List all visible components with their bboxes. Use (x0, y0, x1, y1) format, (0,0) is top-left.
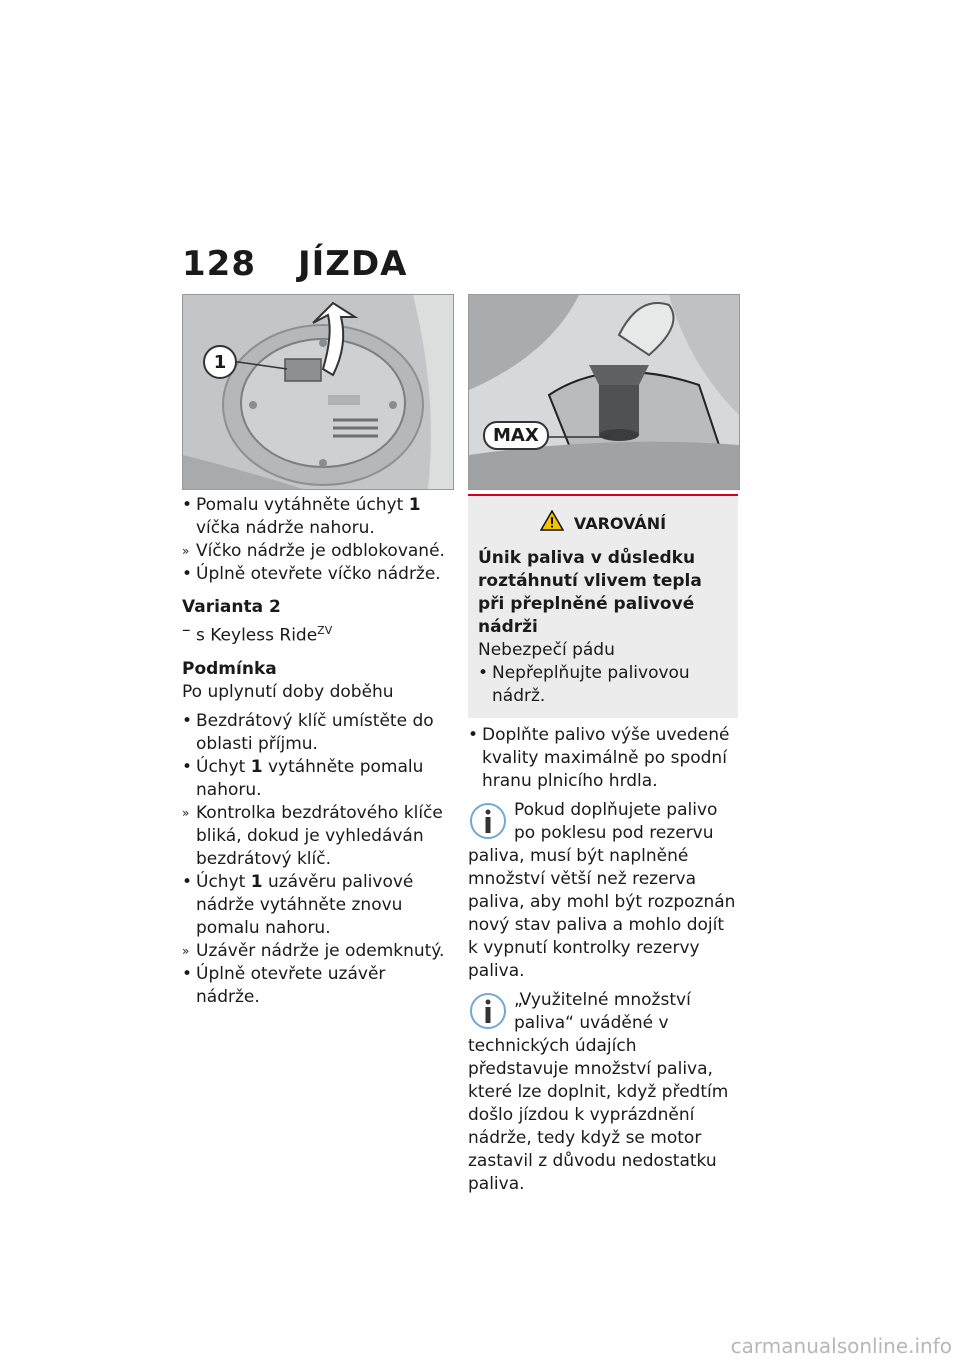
list-item (182, 494, 452, 540)
step-text: Úchyt (196, 871, 251, 892)
info-text: „Využitelné množství paliva“ uváděné v technických údajích představuje množství paliva, které lze doplnit, když předtím došlo jízdou k vyprázdnění nádrže, tedy když se motor zastavil z důvodu nedostatku paliva. (468, 990, 729, 1194)
step-text: Úplně otevřete uzávěr nádrže. (196, 963, 386, 1007)
result-item (182, 540, 452, 563)
step-text: vytáhněte pomalu nahoru. (196, 756, 424, 800)
variant-superscript: ZV (317, 624, 333, 637)
warning-bullet (478, 662, 728, 708)
list-item (182, 871, 452, 940)
fuel-cap-image (182, 294, 454, 490)
variant-title: Varianta 2 (182, 597, 281, 617)
step-text: Pomalu vytáhněte úchyt (196, 495, 409, 515)
list-item (468, 724, 738, 793)
callout-1 (203, 345, 237, 379)
info-icon (468, 801, 508, 841)
variant-item (182, 619, 452, 648)
list-item (182, 563, 452, 586)
list-item (182, 756, 452, 802)
step-text: Úchyt (196, 756, 251, 777)
result-item (182, 940, 452, 963)
warning-bullet-text: Nepřeplňujte palivovou nádrž. (492, 663, 690, 706)
max-callout (483, 421, 549, 450)
warning-box (468, 494, 738, 718)
section-title: JÍZDA (297, 244, 408, 284)
info-note (468, 989, 738, 1196)
info-text: Pokud doplňujete palivo po poklesu pod rezervu paliva, musí být naplněné množství větší než rezerva paliva, aby mohl být rozpoznán nový stav paliva a mohlo dojít k vypnutí kontrolky rezervy paliva. (468, 800, 736, 981)
watermark: carmanualsonline.info (730, 1334, 952, 1358)
callout-1-label: 1 (213, 351, 227, 373)
callout-ref: 1 (250, 871, 263, 892)
step-text: víčka nádrže nahoru. (196, 518, 375, 538)
result-text: Víčko nádrže je odblokované. (196, 541, 445, 561)
condition-title: Podmínka (182, 658, 277, 679)
max-label: MAX (493, 425, 539, 446)
info-note (468, 799, 738, 983)
right-column (468, 494, 738, 1196)
warning-title: Únik paliva v důsledku roztáhnutí vlivem tepla při přeplněné palivové nádrži (478, 548, 702, 637)
warning-label: VAROVÁNÍ (573, 514, 667, 533)
step-text: Doplňte palivo výše uvedené kvality maximálně po spodní hranu plnicího hrdla. (482, 725, 730, 791)
step-text: Bezdrátový klíč umístěte do oblasti příjmu. (196, 710, 434, 754)
result-text: Uzávěr nádrže je odemknutý. (196, 940, 445, 961)
page-header (182, 244, 407, 284)
fuel-filler-image (468, 294, 740, 490)
left-column (182, 494, 452, 1009)
condition-text: Po uplynutí doby doběhu (182, 681, 394, 702)
step-text: Úplně otevřete víčko nádrže. (196, 564, 441, 584)
variant-text: s Keyless Ride (196, 625, 318, 646)
list-item (182, 963, 452, 1009)
page-number: 128 (182, 244, 256, 284)
result-text: Kontrolka bezdrátového klíče bliká, dokud je vyhledáván bezdrátový klíč. (196, 802, 443, 869)
info-icon (468, 991, 508, 1031)
step-text: uzávěru palivové nádrže vytáhněte znovu pomalu nahoru. (196, 871, 414, 938)
callout-ref: 1 (250, 756, 263, 777)
result-item (182, 802, 452, 871)
warning-header (478, 510, 728, 537)
callout-ref: 1 (408, 495, 421, 515)
warning-triangle-icon (540, 510, 564, 537)
list-item (182, 710, 452, 756)
warning-danger: Nebezpečí pádu (478, 640, 615, 660)
